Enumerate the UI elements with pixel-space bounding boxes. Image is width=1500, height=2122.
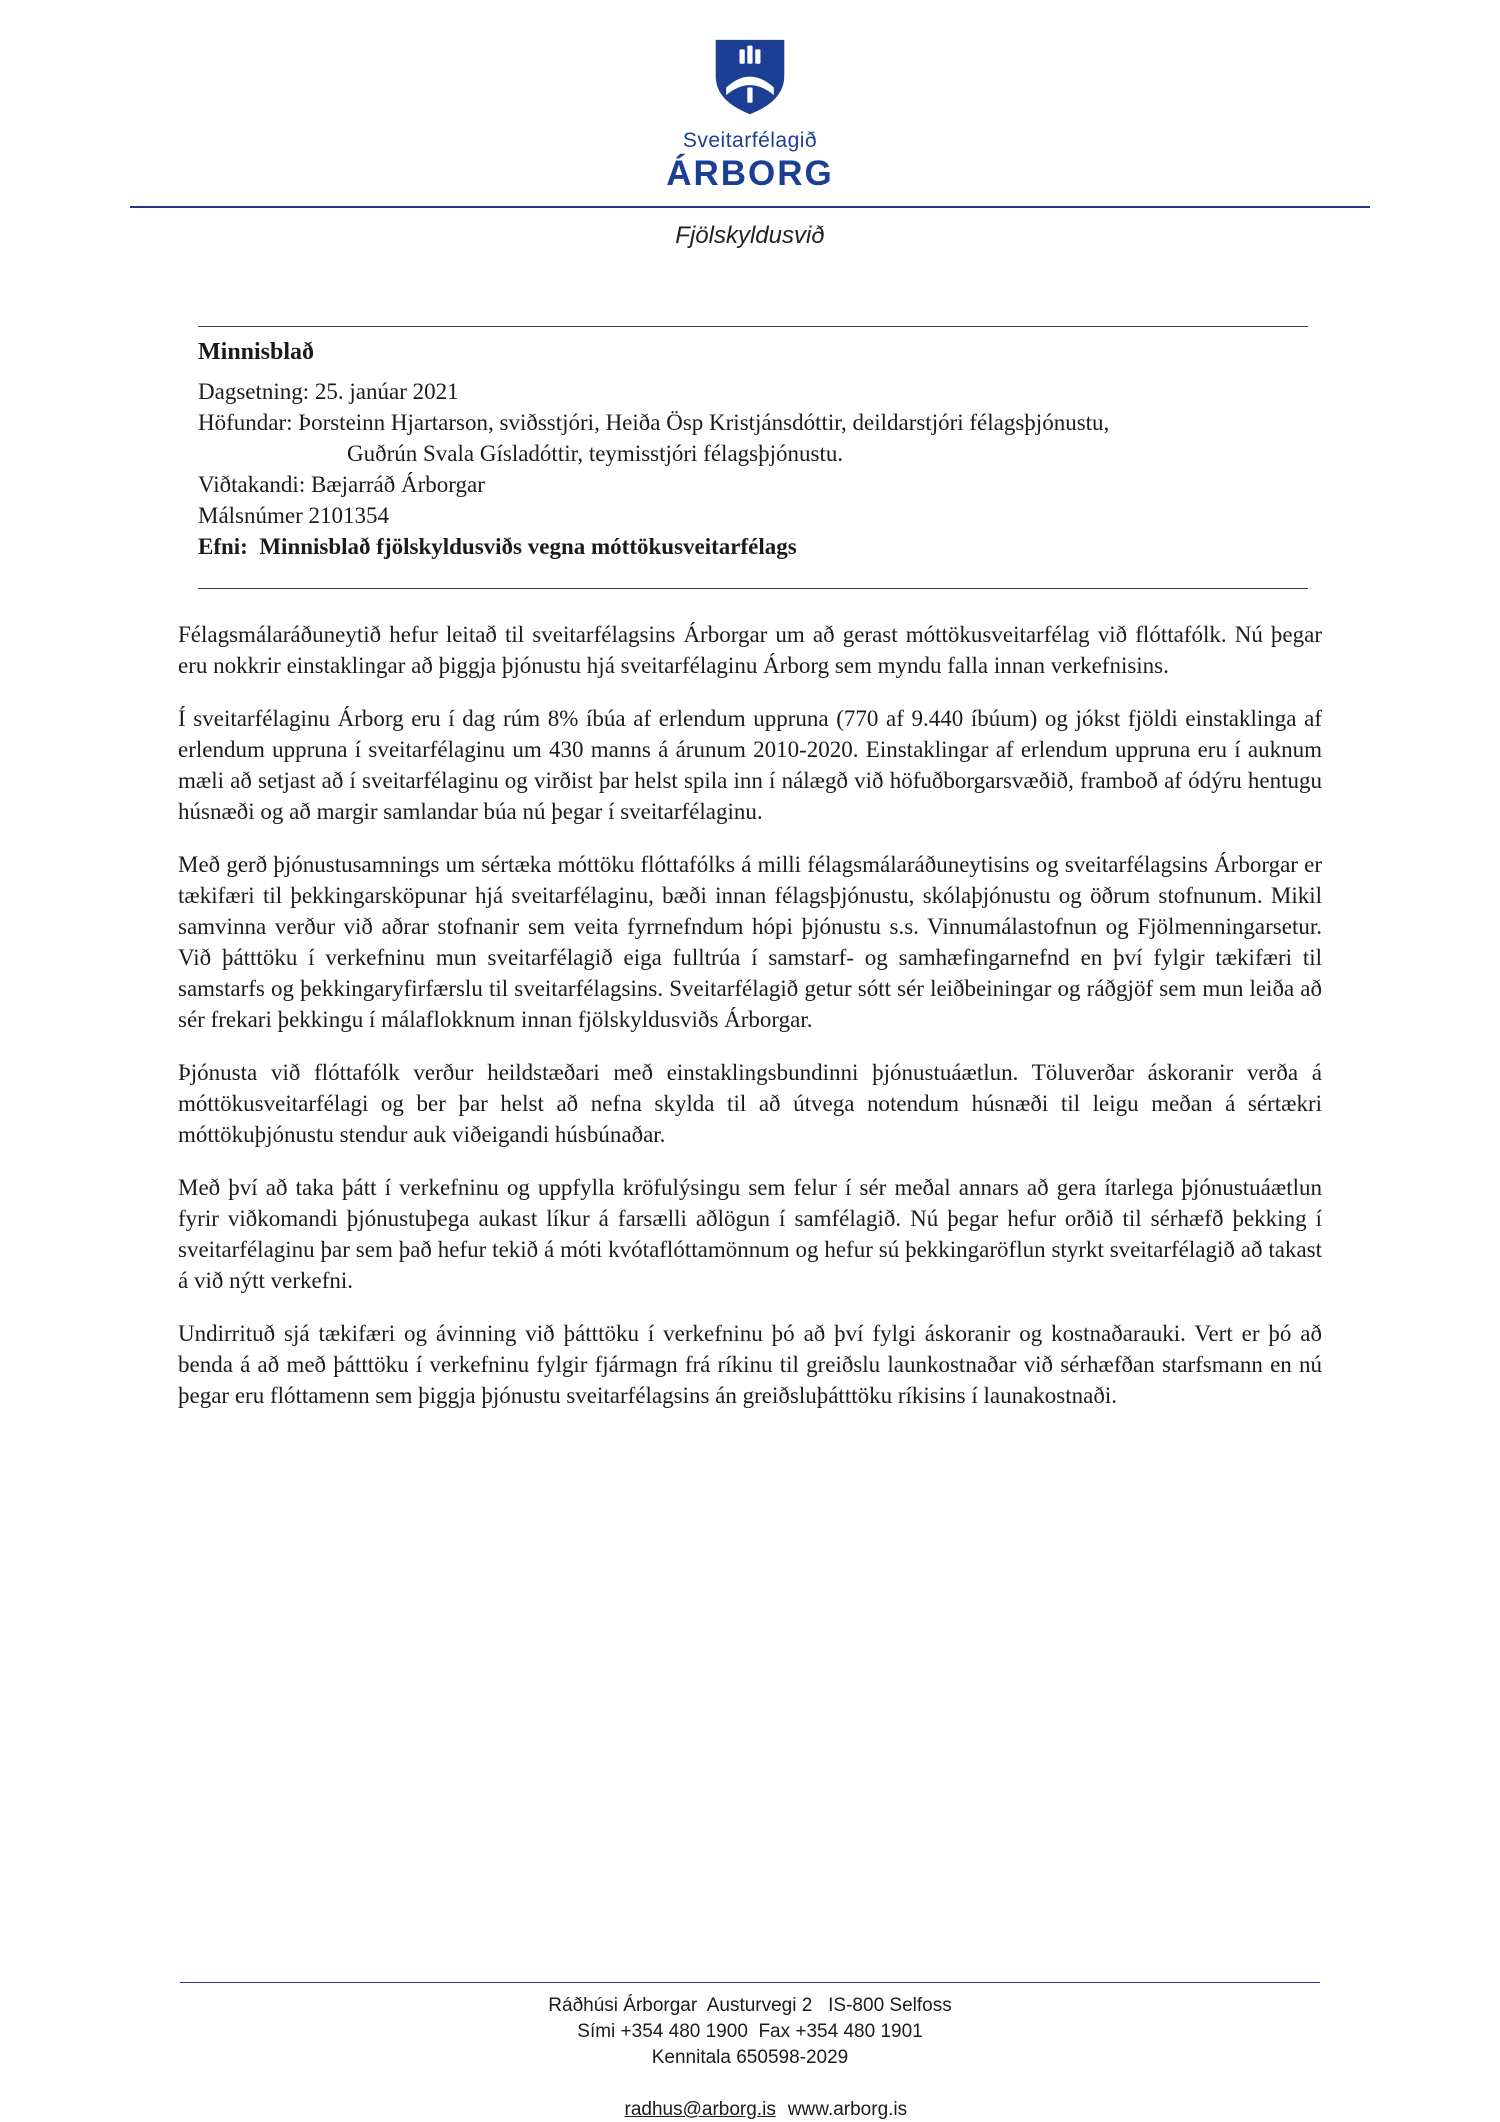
email-link[interactable]: radhus@arborg.is: [624, 2099, 776, 2120]
meta-subject: Efni: Minnisblað fjölskyldusviðs vegna móttökusveitarfélags: [198, 534, 797, 559]
body-paragraph: Með gerð þjónustusamnings um sértæka móttöku flóttafólks á milli félagsmálaráðuneytisins og sveitarfélagsins Árborgar er tækifæri til þekkingarsköpunar hjá sveitarfélaginu, bæði innan félagsþjónustu, skólaþjónustu og öðrum stofnunum. Mikil samvinna verður við aðrar stofnanir sem veita fyrrnefndum hópi þjónustu s.s. Vinnumálastofnun og Fjölmenningarsetur. Við þátttöku í verkefninu mun sveitarfélagið eiga fulltrúa í samstarf- og samhæfingarnefnd en því fylgir tækifæri til samstarfs og þekkingaryfirfærslu til sveitarfélagsins. Sveitarfélagið getur sótt sér leiðbeiningar og ráðgjöf sem mun leiða að sér frekari þekkingu í málaflokknum innan fjölskyldusviðs Árborgar.: [178, 852, 1322, 1032]
org-name-large: ÁRBORG: [666, 154, 834, 193]
meta-recipient: Viðtakandi: Bæjarráð Árborgar: [198, 472, 485, 497]
org-name-small: Sveitarfélagið: [682, 129, 818, 152]
meta-date: Dagsetning: 25. janúar 2021: [198, 379, 459, 404]
letterhead-divider: [130, 206, 1370, 208]
body-paragraph: Þjónusta við flóttafólk verður heildstæðari með einstaklingsbundinni þjónustuáætlun. Töluverðar áskoranir verða á móttökusveitarfélagi og ber þar helst að nefna skylda til að útvega notendum húsnæði til leigu meðan á sértækri móttökuþjónustu stendur auk viðeigandi húsbúnaðar.: [178, 1060, 1322, 1147]
footer-kennitala: Kennitala 650598-2029: [651, 2047, 849, 2068]
memo-body: [178, 619, 1322, 1411]
body-paragraph: Með því að taka þátt í verkefninu og uppfylla kröfulýsingu sem felur í sér meðal annars að gera ítarlega þjónustuáætlun fyrir viðkomandi þjónustuþega aukast líkur á farsælli aðlögun í samfélagið. Nú þegar hefur orðið til sérhæfð þekking í sveitarfélaginu þar sem það hefur tekið á móti kvótaflóttamönnum og hefur sú þekkingaröflun styrkt sveitarfélagið að takast á við nýtt verkefni.: [178, 1175, 1322, 1293]
footer-address: Ráðhúsi Árborgar Austurvegi 2 IS-800 Selfoss: [548, 1995, 952, 2016]
meta-case-number: Málsnúmer 2101354: [198, 503, 390, 528]
arborg-coat-of-arms-icon: [708, 38, 792, 118]
letterhead: [0, 0, 1500, 194]
page-footer: [0, 1982, 1500, 2122]
footer-contact-line: [0, 2071, 1500, 2122]
website-text: www.arborg.is: [787, 2099, 908, 2120]
memo-title: Minnisblað: [198, 339, 315, 365]
memo-header: [198, 326, 1308, 589]
body-paragraph: Félagsmálaráðuneytið hefur leitað til sveitarfélagsins Árborgar um að gerast móttökusveitarfélag við flóttafólk. Nú þegar eru nokkrir einstaklingar að þiggja þjónustu hjá sveitarfélaginu Árborg sem myndu falla innan verkefnisins.: [178, 622, 1322, 678]
memo-top-divider: [198, 326, 1308, 327]
department-title: Fjölskyldusvið: [675, 222, 825, 249]
body-paragraph: Undirrituð sjá tækifæri og ávinning við þátttöku í verkefninu þó að því fylgi áskoranir og kostnaðarauki. Vert er þó að benda á að með þátttöku í verkefninu fylgir fjármagn frá ríkinu til greiðslu launkostnaðar við sérhæfðan starfsmann en nú þegar eru flóttamenn sem þiggja þjónustu sveitarfélagsins án greiðsluþátttöku ríkisins í launakostnaði.: [178, 1321, 1322, 1408]
memo-bottom-divider: [198, 588, 1308, 589]
memo-meta: [198, 376, 1308, 562]
meta-authors-line2: Guðrún Svala Gísladóttir, teymisstjóri félagsþjónustu.: [347, 441, 844, 466]
body-paragraph: Í sveitarfélaginu Árborg eru í dag rúm 8% íbúa af erlendum uppruna (770 af 9.440 íbúum) og jókst fjöldi einstaklinga af erlendum uppruna í sveitarfélaginu um 430 manns á árunum 2010-2020. Einstaklingar af erlendum uppruna eru í auknum mæli að setjast að í sveitarfélaginu og virðist þar helst spila inn í nálægð við höfuðborgarsvæðið, framboð af ódýru hentugu húsnæði og að margir samlandar búa nú þegar í sveitarfélaginu.: [178, 706, 1322, 824]
meta-authors-line1: Höfundar: Þorsteinn Hjartarson, sviðsstjóri, Heiða Ösp Kristjánsdóttir, deildarstjóri félagsþjónustu,: [198, 410, 1110, 435]
footer-phone: Sími +354 480 1900 Fax +354 480 1901: [577, 2021, 923, 2042]
footer-divider: [180, 1982, 1320, 1983]
